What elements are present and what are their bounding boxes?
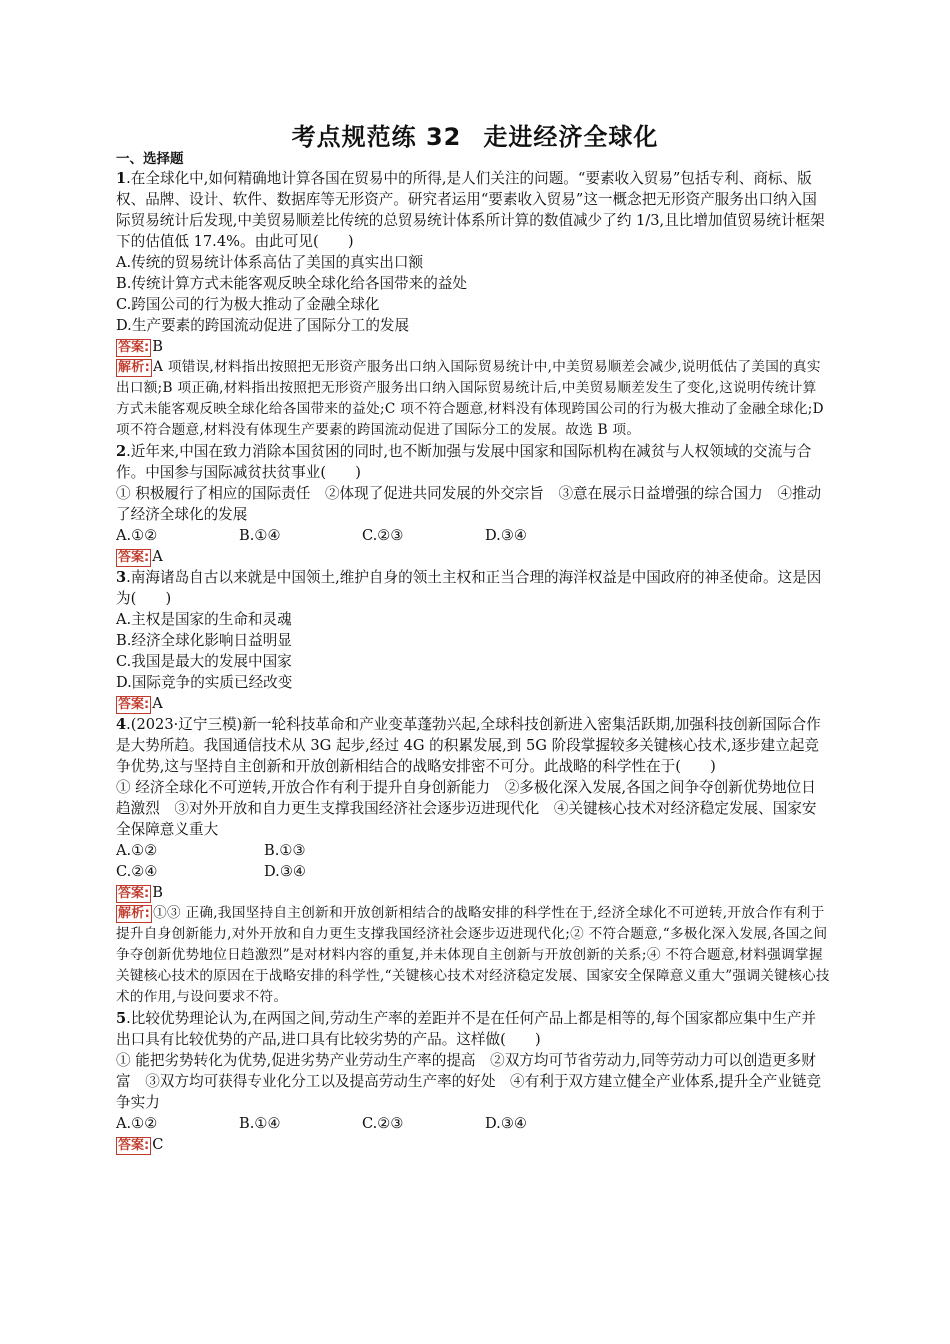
answer-value: C [152,1136,164,1153]
answer-tag: 答案: [118,697,150,712]
section-heading: 一、选择题 [116,151,184,167]
question-text: .在全球化中,如何精确地计算各国在贸易中的所得,是人们关注的问题。“要素收入贸易”包括专利、商标、版权、品牌、设计、软件、数据库等无形资产。研究者运用“要素收入贸易”这一概念把无形资产服务出口纳入国际贸易统计后发现,中美贸易顺差比传统的总贸易统计体系所计算的数值减少了约 1/3,且比增加值贸易统计框架下的估值低 17.4%。由此可见( ) [116,170,825,250]
option: C.②③ [362,527,404,544]
option: B.①④ [239,1115,281,1132]
option: D.③④ [485,1115,527,1132]
answer-value: A [152,548,163,565]
option: A.①② [116,527,158,544]
option: A.传统的贸易统计体系高估了美国的真实出口额 [116,254,424,271]
question-number: 4 [116,716,127,733]
question-number: 5 [116,1010,127,1027]
title-part-2: 走进经济全球化 [483,123,659,151]
question-text: .(2023·辽宁三模)新一轮科技革命和产业变革蓬勃兴起,全球科技创新进入密集活跃期,加强科技创新国际合作是大势所趋。我国通信技术从 3G 起步,经过 4G 的积累发展,到 5G 阶段掌握较多关键核心技术,逐步建立起竞争优势,这与坚持自主创新和开放创新相结合的战略安排密不可分。此战略的科学性在于( ) [116,716,821,775]
answer-tag: 答案: [118,340,150,355]
question-text: .南海诸岛自古以来就是中国领土,维护自身的领土主权和正当合理的海洋权益是中国政府的神圣使命。这是因为( ) [116,569,822,607]
answer-value: B [152,884,163,901]
explanation [116,903,830,1008]
answer-line [116,1134,830,1155]
question-2 [116,441,830,483]
explanation [116,357,830,441]
explain-tag: 解析: [118,360,151,375]
answer-tag: 答案: [118,550,150,565]
answer-line [116,546,830,567]
question-3 [116,567,830,609]
question-text: .近年来,中国在致力消除本国贫困的同时,也不断加强与发展中国家和国际机构在减贫与人权领域的交流与合作。中国参与国际减贫扶贫事业( ) [116,443,812,481]
option: D.③④ [485,527,527,544]
question-number: 3 [116,569,127,586]
option: D.生产要素的跨国流动促进了国际分工的发展 [116,317,410,334]
page-title [0,117,950,152]
option: D.国际竞争的实质已经改变 [116,674,293,691]
option: A.①② [116,842,158,859]
option: A.主权是国家的生命和灵魂 [116,611,292,628]
question-1 [116,168,830,252]
option: B.传统计算方式未能客观反映全球化给各国带来的益处 [116,275,468,292]
explanation-text: A 项错误,材料指出按照把无形资产服务出口纳入国际贸易统计中,中美贸易顺差会减少,说明低估了美国的真实出口额;B 项正确,材料指出按照把无形资产服务出口纳入国际贸易统计后,中美贸易顺差发生了变化,这说明传统计算方式未能客观反映全球化给各国带来的益处;C 项不符合题意,材料没有体现跨国公司的行为极大推动了金融全球化;D 项不符合题意,材料没有体现生产要素的跨国流动促进了国际分工的发展。故选 B 项。 [116,359,824,438]
option: C.跨国公司的行为极大推动了金融全球化 [116,296,380,313]
option: C.我国是最大的发展中国家 [116,653,292,670]
option: C.②③ [362,1115,404,1132]
option-row [116,525,830,546]
option: D.③④ [264,863,306,880]
explanation-text: ①③ 正确,我国坚持自主创新和开放创新相结合的战略安排的科学性在于,经济全球化不可逆转,开放合作有利于提升自身创新能力,对外开放和自力更生支撑我国经济社会逐步迈进现代化;② 不符合题意,“多极化深入发展,各国之间争夺创新优势地位日趋激烈”是对材料内容的重复,并未体现自主创新与开放创新的关系;④ 不符合题意,材料强调掌握关键核心技术的原因在于战略安排的科学性,“关键核心技术对经济稳定发展、国家安全保障意义重大”强调关键核心技术的作用,与设问要求不符。 [116,905,830,1005]
answer-value: B [152,338,163,355]
answer-tag: 答案: [118,1138,150,1153]
option-row [116,1113,830,1134]
option: B.①③ [264,842,306,859]
explain-tag: 解析: [118,906,151,921]
question-statements: ① 积极履行了相应的国际责任 ②体现了促进共同发展的外交宗旨 ③意在展示日益增强的综合国力 ④推动了经济全球化的发展 [116,485,822,523]
option-row [116,861,830,882]
answer-value: A [152,695,163,712]
content [116,150,830,1155]
answer-line [116,693,830,714]
question-text: .比较优势理论认为,在两国之间,劳动生产率的差距并不是在任何产品上都是相等的,每个国家都应集中生产并出口具有比较优势的产品,进口具有比较劣势的产品。这样做( ) [116,1010,817,1048]
title-part-1: 考点规范练 32 [291,123,462,151]
question-4 [116,714,830,777]
question-statements: ① 能把劣势转化为优势,促进劣势产业劳动生产率的提高 ②双方均可节省劳动力,同等劳动力可以创造更多财富 ③双方均可获得专业化分工以及提高劳动生产率的好处 ④有利于双方建立健全产业体系,提升全产业链竞争实力 [116,1052,822,1111]
option: C.②④ [116,863,158,880]
option-row [116,840,830,861]
question-number: 1 [116,170,127,187]
answer-line [116,336,830,357]
option: A.①② [116,1115,158,1132]
question-number: 2 [116,443,127,460]
answer-line [116,882,830,903]
question-statements: ① 经济全球化不可逆转,开放合作有利于提升自身创新能力 ②多极化深入发展,各国之间争夺创新优势地位日趋激烈 ③对外开放和自力更生支撑我国经济社会逐步迈进现代化 ④关键核心技术对经济稳定发展、国家安全保障意义重大 [116,779,817,838]
option: B.①④ [239,527,281,544]
answer-tag: 答案: [118,886,150,901]
question-5 [116,1008,830,1050]
option: B.经济全球化影响日益明显 [116,632,292,649]
